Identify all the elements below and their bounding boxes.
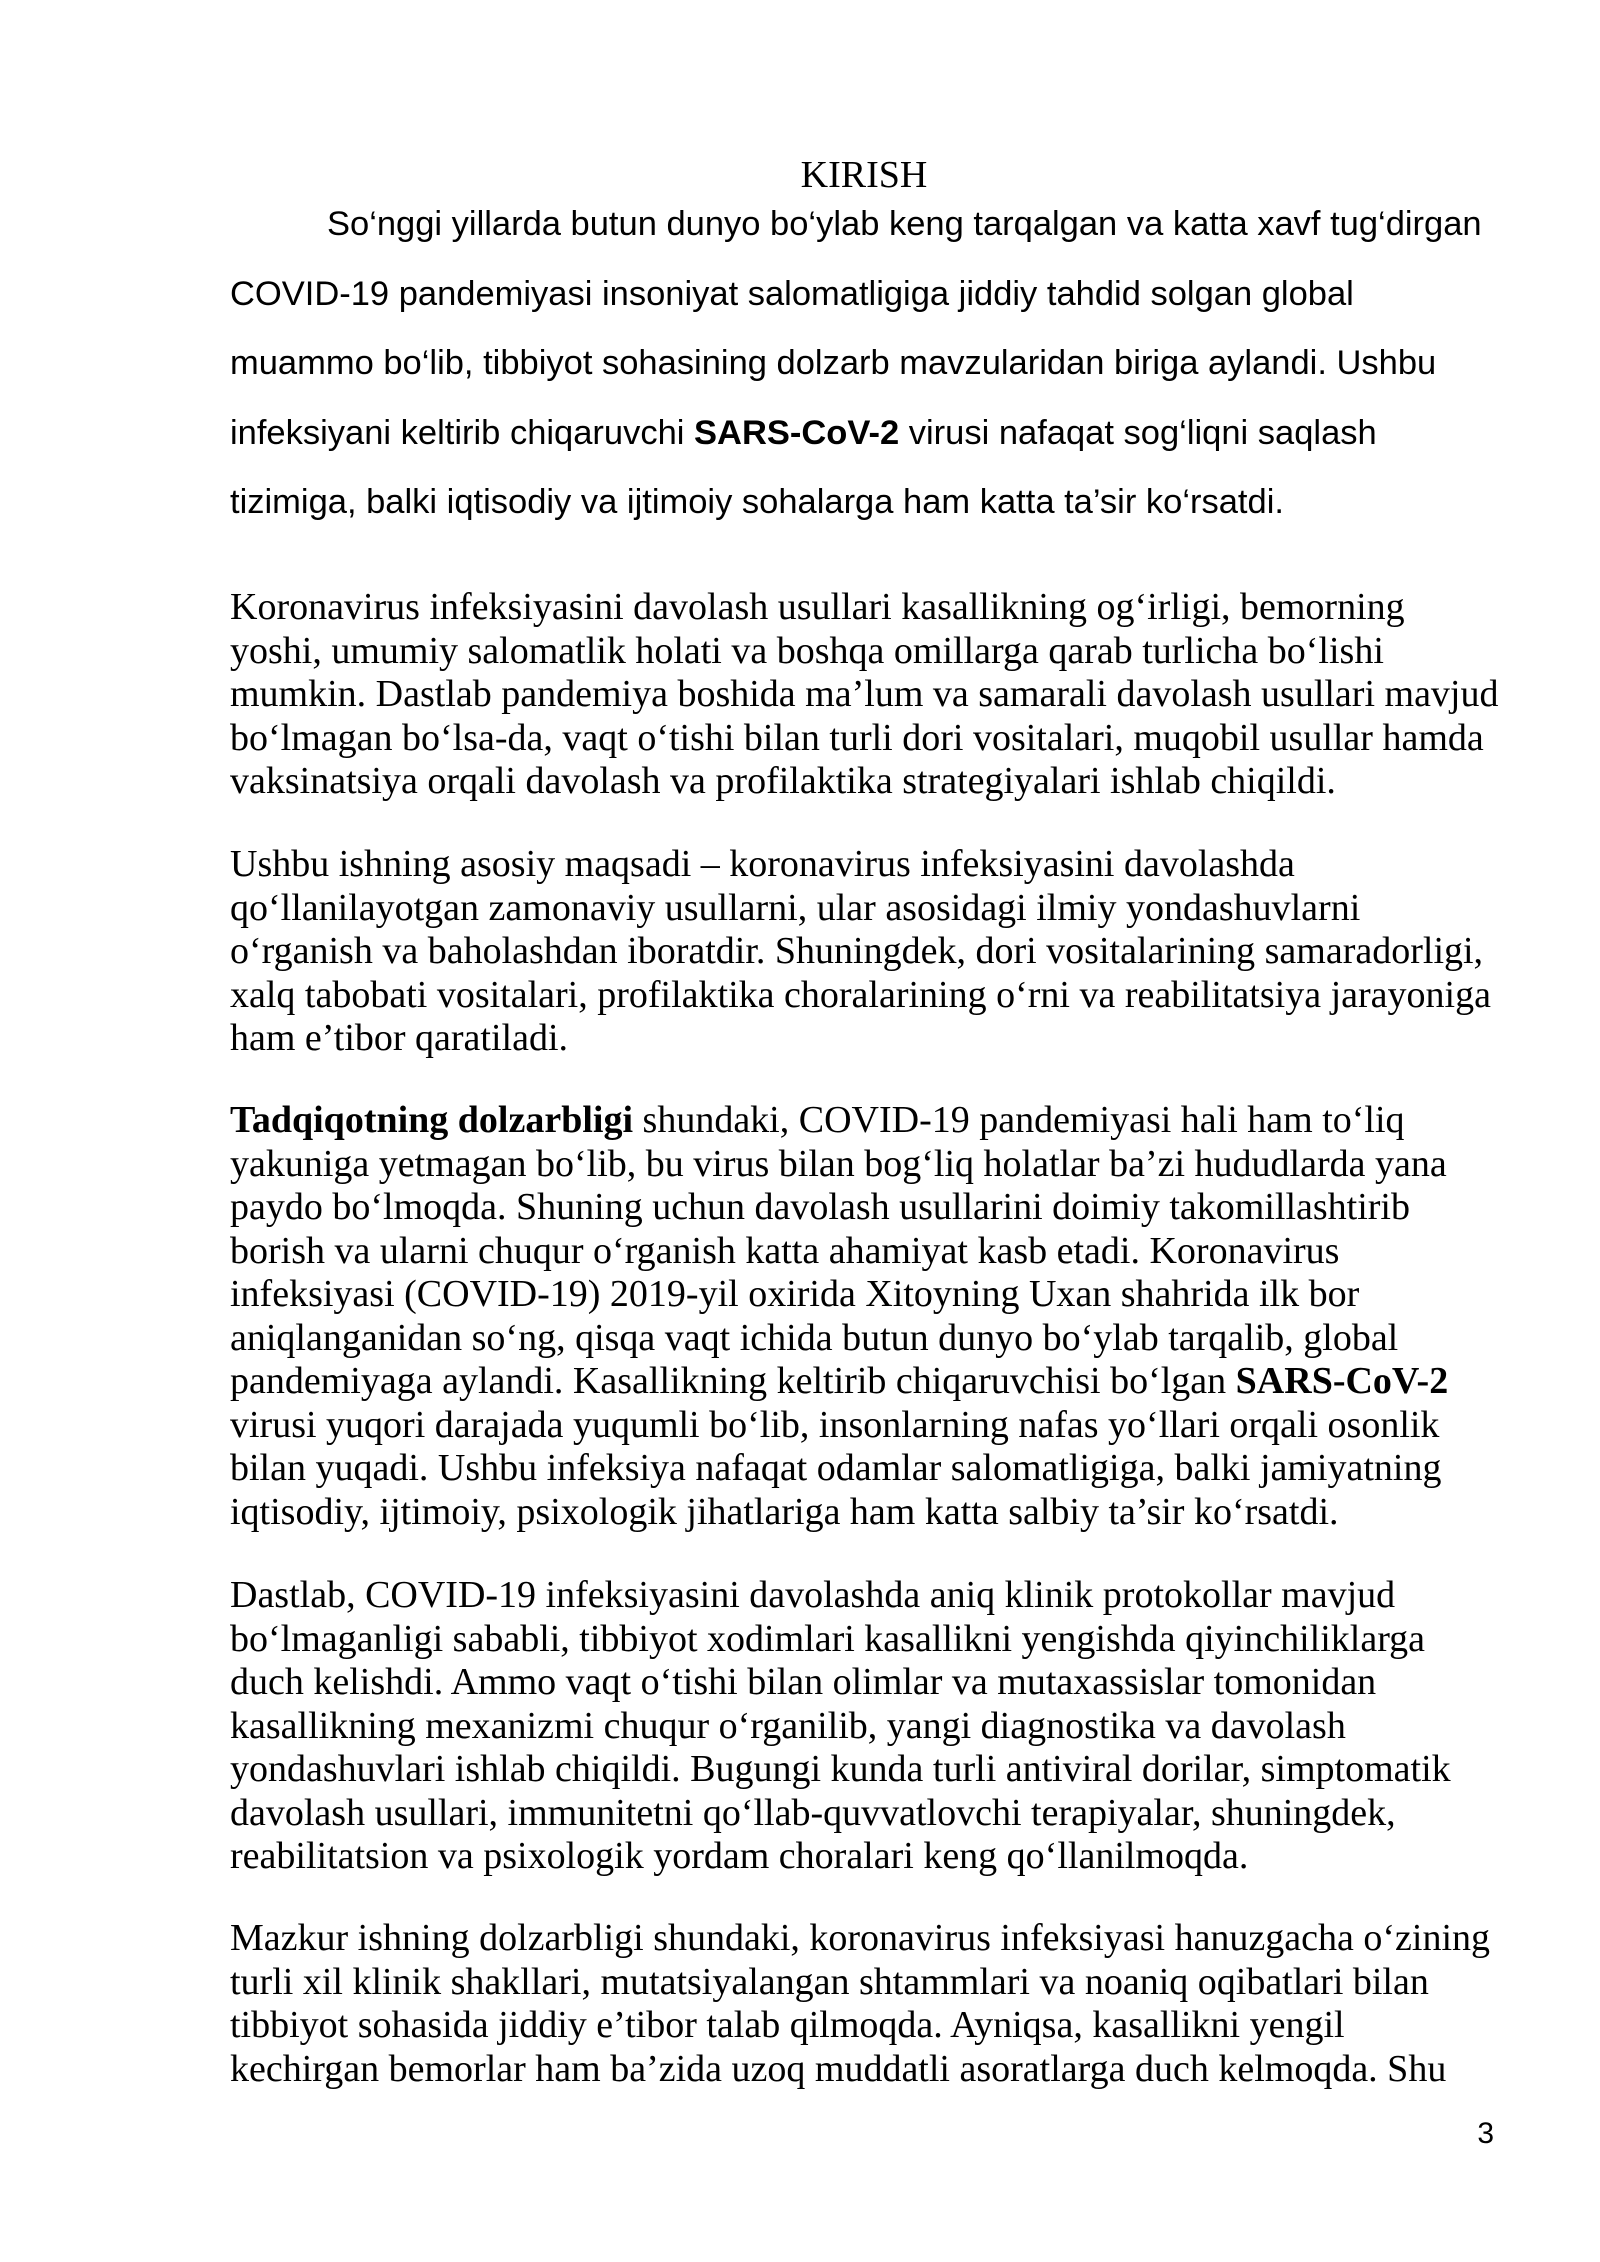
paragraph-clinical-protocols [230,1574,1530,1879]
text-line: vaksinatsiya orqali davolash va profilaktika strategiyalari ishlab chiqildi. [230,760,1336,802]
text-line: Dastlab, COVID-19 infeksiyasini davolashda aniq klinik protokollar mavjud [230,1574,1396,1616]
text-line: tibbiyot sohasida jiddiy e’tibor talab qilmoqda. Ayniqsa, kasallikni yengil [230,2004,1345,2046]
text-line: Mazkur ishning dolzarbligi shundaki, koronavirus infeksiyasi hanuzgacha o‘zining [230,1917,1491,1959]
text-line: virusi yuqori darajada yuqumli bo‘lib, insonlarning nafas yo‘llari orqali osonlik [230,1403,1440,1446]
text-line: davolash usullari, immunitetni qo‘llab-quvvatlovchi terapiyalar, shuningdek, [230,1791,1396,1834]
intro-paragraph [230,190,1530,538]
text-line: infeksiyasi (COVID-19) 2019-yil oxirida Xitoyning Uxan shahrida ilk bor [230,1273,1360,1315]
text-line: duch kelishdi. Ammo vaqt o‘tishi bilan olimlar va mutaxassislar tomonidan [230,1661,1377,1703]
text-line: yondashuvlari ishlab chiqildi. Bugungi kunda turli antiviral dorilar, simptomatik [230,1748,1451,1790]
text-line: paydo bo‘lmoqda. Shuning uchun davolash usullarini doimiy takomillashtirib [230,1186,1410,1228]
paragraph-treatment-methods [230,586,1530,804]
text-line: yoshi, umumiy salomatlik holati va boshqa omillarga qarab turlicha bo‘lishi [230,629,1384,672]
text-line: qo‘llanilayotgan zamonaviy usullarni, ular asosidagi ilmiy yondashuvlarni [230,886,1361,929]
text-line: tizimiga, balki iqtisodiy va ijtimoiy sohalarga ham katta ta’sir ko‘rsatdi. [230,483,1284,521]
text-line: yakuniga yetmagan bo‘lib, bu virus bilan bog‘liq holatlar ba’zi hududlarda yana [230,1142,1447,1185]
text-line: reabilitatsion va psixologik yordam choralari keng qo‘llanilmoqda. [230,1835,1249,1877]
text-line: Koronavirus infeksiyasini davolash usullari kasallikning og‘irligi, bemorning [230,586,1405,628]
text-segment: infeksiyani keltirib chiqaruvchi [230,413,695,452]
paragraph-work-relevance [230,1917,1530,2091]
bold-text: SARS-CoV-2 [694,413,900,452]
paragraph-main-goal [230,843,1530,1061]
text-line: mumkin. Dastlab pandemiya boshida ma’lum va samarali davolash usullari mavjud [230,673,1499,715]
page-number: 3 [1477,2117,1494,2150]
text-line: iqtisodiy, ijtimoiy, psixologik jihatlariga ham katta salbiy ta’sir ko‘rsatdi. [230,1490,1339,1533]
text-segment: shundaki, COVID-19 pandemiyasi hali ham to‘liq [633,1099,1405,1141]
text-line: COVID-19 pandemiyasi insoniyat salomatligiga jiddiy tahdid solgan global [230,274,1354,313]
bold-text: Tadqiqotning dolzarbligi [230,1099,634,1141]
text-line: ham e’tibor qaratiladi. [230,1017,569,1059]
text-line: bo‘lmaganligi sababli, tibbiyot xodimlari kasallikni yengishda qiyinchiliklarga [230,1617,1426,1660]
text-line: xalq tabobati vositalari, profilaktika choralarining o‘rni va reabilitatsiya jarayoniga [230,973,1491,1016]
text-line: bilan yuqadi. Ushbu infeksiya nafaqat odamlar salomatligiga, balki jamiyatning [230,1447,1442,1489]
text-line: muammo bo‘lib, tibbiyot sohasining dolzarb mavzularidan biriga aylandi. Ushbu [230,344,1437,382]
page-title: KIRISH [800,154,928,196]
text-segment: virusi nafaqat sog‘liqni saqlash [899,413,1377,452]
text-line: Ushbu ishning asosiy maqsadi – koronavirus infeksiyasini davolashda [230,843,1295,885]
text-line: turli xil klinik shakllari, mutatsiyalangan shtammlari va noaniq oqibatlari bilan [230,1960,1429,2003]
text-line: kasallikning mexanizmi chuqur o‘rganilib, yangi diagnostika va davolash [230,1704,1346,1747]
text-line [230,1360,1530,1404]
paragraph-research-relevance [230,1099,1530,1534]
bold-text: SARS-CoV-2 [1235,1360,1449,1402]
text-line: o‘rganish va baholashdan iboratdir. Shuningdek, dori vositalarining samaradorligi, [230,930,1484,972]
text-line: borish va ularni chuqur o‘rganish katta ahamiyat kasb etadi. Koronavirus [230,1229,1340,1272]
text-line: kechirgan bemorlar ham ba’zida uzoq muddatli asoratlarga duch kelmoqda. Shu [230,2047,1447,2090]
text-line: aniqlanganidan so‘ng, qisqa vaqt ichida butun dunyo bo‘ylab tarqalib, global [230,1316,1399,1359]
text-line [230,1099,1530,1143]
text-line: bo‘lmagan bo‘lsa-da, vaqt o‘tishi bilan turli dori vositalari, muqobil usullar hamda [230,716,1484,759]
text-line: So‘nggi yillarda butun dunyo bo‘ylab keng tarqalgan va katta xavf tug‘dirgan [327,205,1482,243]
text-line [230,399,1530,469]
text-segment: pandemiyaga aylandi. Kasallikning keltirib chiqaruvchisi bo‘lgan [230,1360,1236,1402]
